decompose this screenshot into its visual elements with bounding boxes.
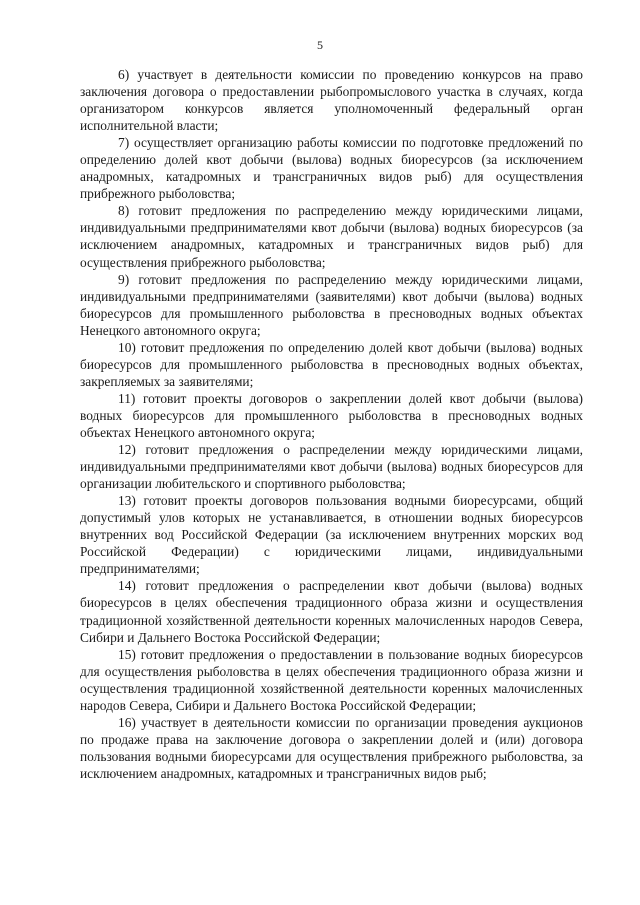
list-item-15: 15) готовит предложения о предоставлении в пользование водных биоресурсов для осуществления рыболовства в целях обеспечения традиционного образа жизни и осуществления традиционной хозяйственной деятельности коренных малочисленных народов Севера, Сибири и Дальнего Востока Российской Федерации; xyxy=(80,646,583,713)
list-item-13: 13) готовит проекты договоров пользования водными биоресурсами, общий допустимый улов которых не устанавливается, в отношении водных биоресурсов внутренних вод Российской Федерации (за исключением внутренних морских вод Российской Федерации) с юридическими лицами, индивидуальными предпринимателями; xyxy=(80,493,583,577)
list-item-11: 11) готовит проекты договоров о закреплении долей квот добычи (вылова) водных биоресурсов для промышленного рыболовства в пресноводных водных объектах Ненецкого автономного округа; xyxy=(80,390,583,440)
page-number: 5 xyxy=(317,38,323,52)
list-item-6: 6) участвует в деятельности комиссии по проведению конкурсов на право заключения договора о предоставлении рыбопромыслового участка в случаях, когда организатором конкурсов является уполномоченный федеральный орган исполнительной власти; xyxy=(80,67,583,134)
list-item-10: 10) готовит предложения по определению долей квот добычи (вылова) водных биоресурсов для промышленного рыболовства в пресноводных водных объектах, закрепляемых за заявителями; xyxy=(80,339,583,389)
list-item-9: 9) готовит предложения по распределению между юридическими лицами, индивидуальными предпринимателями (заявителями) квот добычи (вылова) водных биоресурсов для промышленного рыболовства в пресноводных водных объектах Ненецкого автономного округа; xyxy=(80,271,583,338)
list-item-12: 12) готовит предложения о распределении между юридическими лицами, индивидуальными предпринимателями квот добычи (вылова) водных биоресурсов для организации любительского и спортивного рыболовства; xyxy=(80,442,583,492)
list-item-8: 8) готовит предложения по распределению между юридическими лицами, индивидуальными предпринимателями квот добычи (вылова) водных биоресурсов (за исключением анадромных, катадромных и трансграничных видов рыб) для осуществления прибрежного рыболовства; xyxy=(80,203,583,270)
list-item-14: 14) готовит предложения о распределении квот добычи (вылова) водных биоресурсов в целях обеспечения традиционного образа жизни и осуществления традиционной хозяйственной деятельности коренных малочисленных народов Севера, Сибири и Дальнего Востока Российской Федерации; xyxy=(80,578,583,645)
list-item-7: 7) осуществляет организацию работы комиссии по подготовке предложений по определению долей квот добычи (вылова) водных биоресурсов (за исключением анадромных, катадромных и трансграничных видов рыб) для осуществления прибрежного рыболовства; xyxy=(80,135,583,202)
list-item-16: 16) участвует в деятельности комиссии по организации проведения аукционов по продаже права на заключение договора о закреплении долей и (или) договора пользования водными биоресурсами для осуществления прибрежного рыболовства, за исключением анадромных, катадромных и трансграничных видов рыб; xyxy=(80,714,583,781)
document-body xyxy=(80,66,583,782)
